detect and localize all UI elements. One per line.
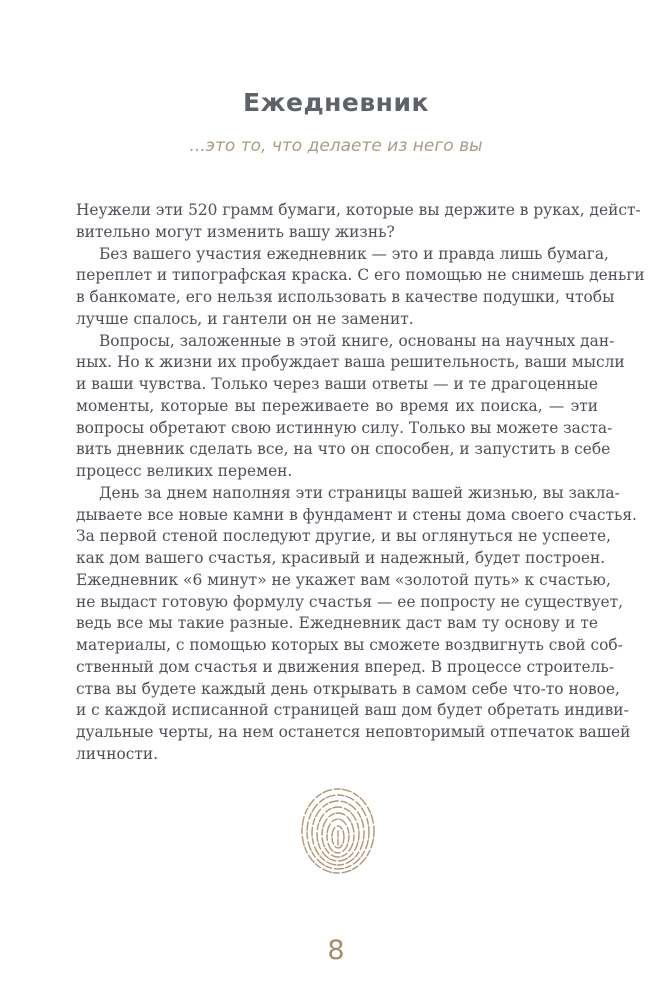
text-line: вительно могут изменить вашу жизнь?: [76, 222, 395, 241]
fingerprint-icon: [298, 783, 378, 875]
text-line: вить дневник сделать все, на что он способен, и запустить в себе: [76, 440, 611, 459]
paragraph: [76, 244, 645, 331]
text-line: вопросы обретают свою истинную силу. Только вы можете заста-: [76, 418, 613, 437]
text-line: в банкомате, его нельзя использовать в качестве подушки, чтобы: [76, 288, 615, 306]
text-line: ведь все мы такие разные. Ежедневник даст вам ту основу и те: [76, 614, 598, 633]
page-number: 8: [327, 935, 345, 966]
text-line: и с каждой исписанной страницей ваш дом будет обретать индиви-: [76, 701, 629, 720]
paragraph: [76, 200, 641, 244]
text-line: лучше спалось, и гантели он не заменит.: [76, 309, 414, 328]
page-subtitle: ...это то, что делаете из него вы: [189, 136, 483, 156]
text-line: День за днем наполняя эти страницы вашей жизнью, вы закла-: [99, 483, 620, 502]
text-line: личности.: [76, 744, 159, 763]
text-line: материалы, с помощью которых вы сможете воздвигнуть свой соб-: [76, 636, 623, 654]
text-line: ных. Но к жизни их пробуждает ваша решительность, ваши мысли: [76, 353, 625, 372]
text-line: За первой стеной последуют другие, и вы оглянуться не успеете,: [76, 527, 611, 546]
paragraph: [76, 483, 637, 766]
text-line: Ежедневник «6 минут» не укажет вам «золотой путь» к счастью,: [76, 570, 611, 589]
text-line: дуальные черты, на нем останется неповторимый отпечаток вашей: [76, 723, 631, 741]
text-line: Неужели эти 520 грамм бумаги, которые вы держите в руках, дейст-: [76, 201, 641, 219]
text-line: дываете все новые камни в фундамент и стены дома своего счастья.: [76, 505, 637, 524]
text-line: ственный дом счастья и движения вперед. В процессе строитель-: [76, 657, 615, 676]
text-line: и ваши чувства. Только через ваши ответы — и те драгоценные: [76, 375, 598, 393]
text-line: процесс великих перемен.: [76, 462, 293, 480]
text-line: Вопросы, заложенные в этой книге, основаны на научных дан-: [99, 331, 615, 350]
text-line: моменты, которые вы переживаете во время их поиска, — эти: [76, 396, 598, 415]
text-line: не выдаст готовую формулу счастья — ее попросту не существует,: [76, 592, 624, 611]
paragraph: [76, 331, 625, 483]
body-text: [76, 200, 645, 766]
text-line: переплет и типографская краска. С его помощью не снимешь деньги: [76, 266, 645, 285]
text-line: Без вашего участия ежедневник — это и правда лишь бумага,: [99, 244, 609, 263]
text-line: как дом вашего счастья, красивый и надежный, будет построен.: [76, 549, 606, 567]
text-line: ства вы будете каждый день открывать в самом себе что-то новое,: [76, 679, 620, 698]
page-title: Ежедневник: [243, 88, 429, 117]
